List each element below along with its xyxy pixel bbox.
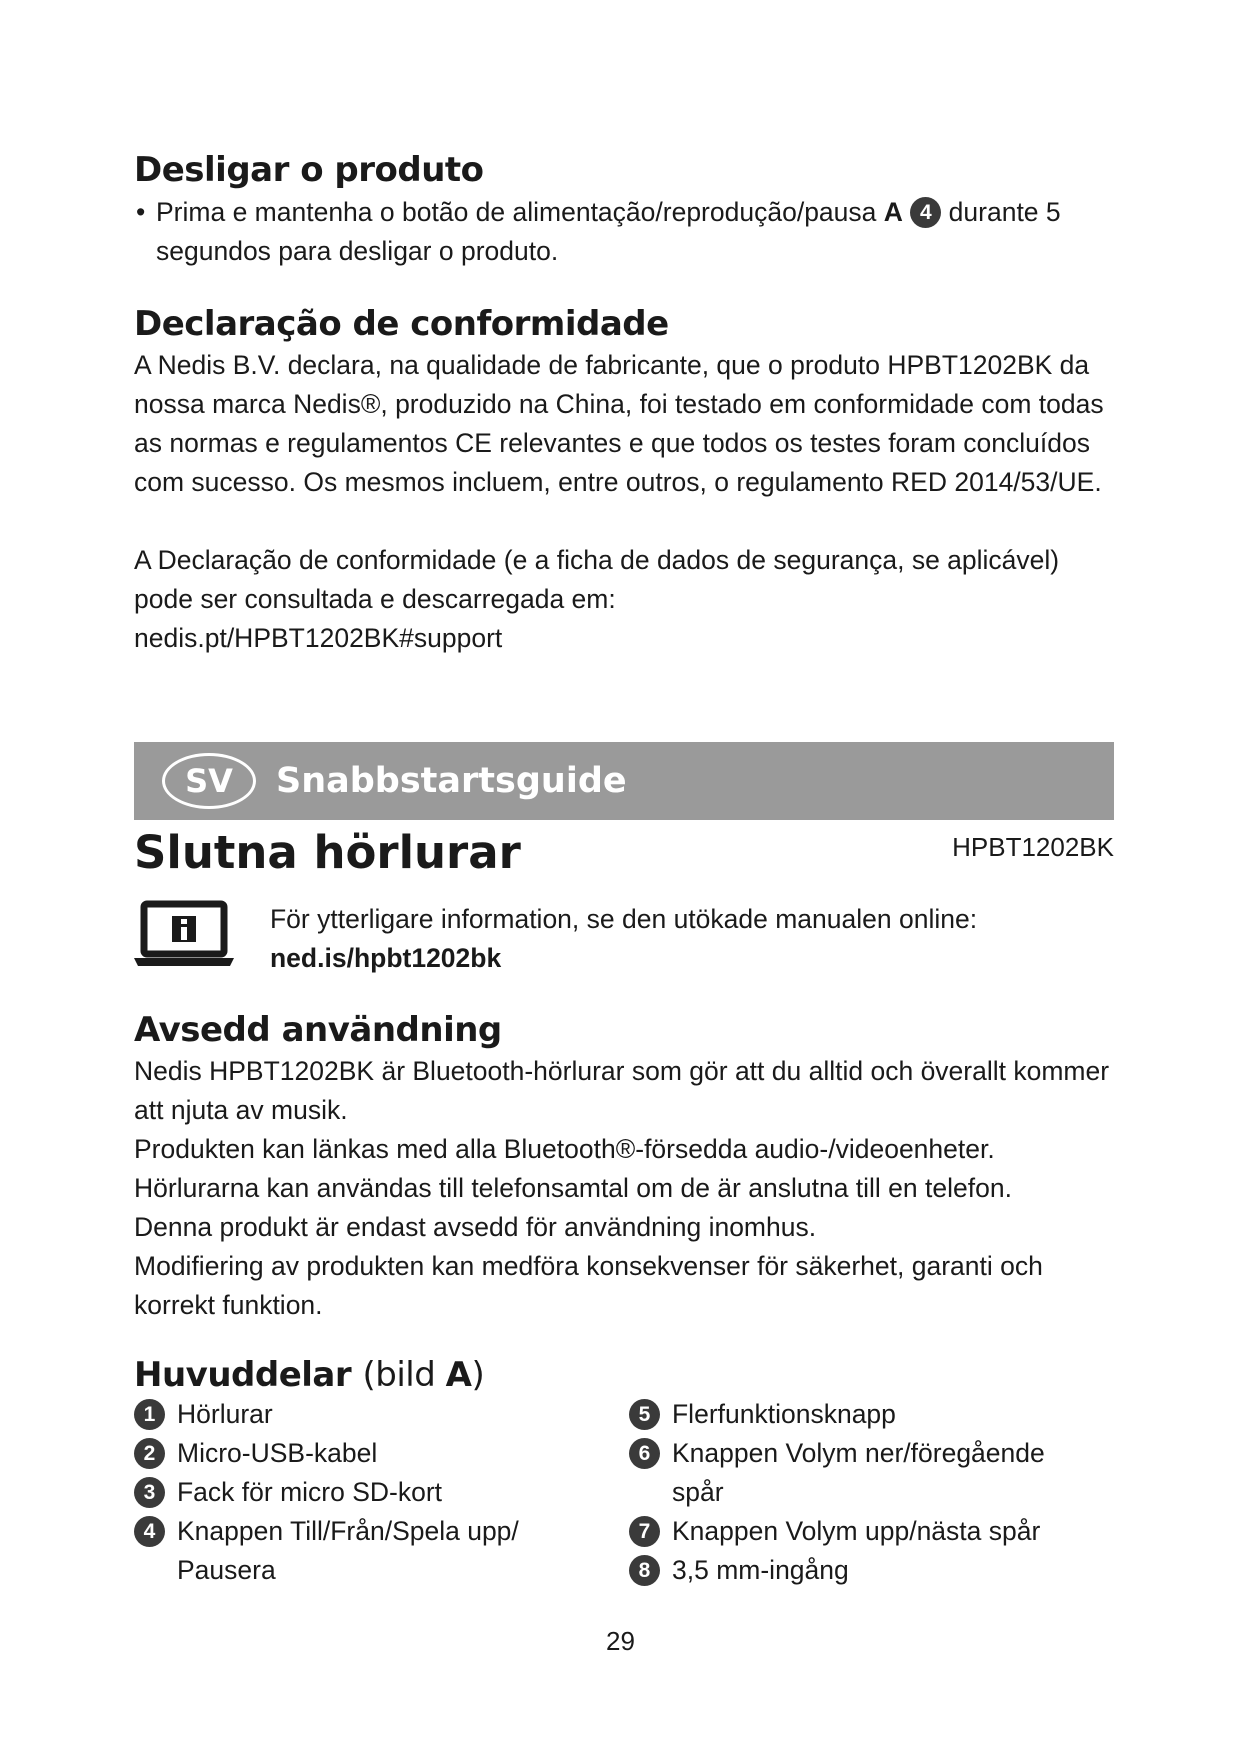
section-heading bbox=[134, 1355, 1114, 1395]
usage-line: Produkten kan länkas med alla Bluetooth®-försedda audio-/videoenheter. bbox=[134, 1134, 995, 1164]
part-item bbox=[134, 1395, 619, 1434]
number-badge: 2 bbox=[134, 1438, 165, 1469]
parts-heading-paren-open: (bild bbox=[362, 1355, 446, 1395]
number-badge: 1 bbox=[134, 1399, 165, 1430]
section-heading: Avsedd användning bbox=[134, 1010, 502, 1050]
bullet-text-post: durante 5 segundos para desligar o produto. bbox=[156, 197, 1061, 266]
number-badge: 6 bbox=[629, 1438, 660, 1469]
parts-column-right bbox=[629, 1395, 1114, 1590]
section-declaration bbox=[134, 304, 1114, 658]
part-item bbox=[629, 1512, 1114, 1551]
number-badge: 3 bbox=[134, 1477, 165, 1508]
number-badge: 8 bbox=[629, 1555, 660, 1586]
language-band bbox=[134, 742, 1114, 820]
laptop-info-icon bbox=[134, 900, 234, 970]
number-badge: 4 bbox=[134, 1516, 165, 1547]
support-url[interactable]: nedis.pt/HPBT1202BK#support bbox=[134, 623, 503, 653]
part-item bbox=[629, 1551, 1114, 1590]
part-label: Knappen Volym upp/nästa spår bbox=[672, 1516, 1041, 1546]
number-badge: 4 bbox=[910, 197, 941, 228]
declaration-paragraph-2: A Declaração de conformidade (e a ficha de dados de segurança, se aplicável) pode ser consultada e descarregada em: bbox=[134, 545, 1060, 614]
band-title: Snabbstartsguide bbox=[276, 761, 627, 801]
info-text-block bbox=[270, 900, 977, 978]
bullet-item bbox=[134, 193, 1114, 271]
parts-heading-paren-close: ) bbox=[471, 1355, 485, 1395]
section-turn-off bbox=[134, 150, 1114, 271]
section-intended-use bbox=[134, 1010, 1114, 1325]
section-heading: Desligar o produto bbox=[134, 150, 484, 190]
part-item bbox=[134, 1434, 619, 1473]
part-item bbox=[629, 1434, 1114, 1512]
product-title: Slutna hörlurar bbox=[134, 826, 521, 879]
figure-ref: A bbox=[445, 1355, 472, 1395]
part-item bbox=[134, 1473, 619, 1512]
part-label: 3,5 mm-ingång bbox=[672, 1555, 849, 1585]
part-label: Flerfunktionsknapp bbox=[672, 1399, 896, 1429]
part-label: Fack för micro SD-kort bbox=[177, 1477, 443, 1507]
bullet-text-pre: Prima e mantenha o botão de alimentação/reprodução/pausa bbox=[156, 197, 877, 227]
model-number: HPBT1202BK bbox=[952, 832, 1114, 862]
part-label: Knappen Till/Från/Spela upp/ Pausera bbox=[177, 1516, 519, 1585]
number-badge: 5 bbox=[629, 1399, 660, 1430]
usage-line: Modifiering av produkten kan medföra konsekvenser för säkerhet, garanti och korrekt funktion. bbox=[134, 1251, 1043, 1320]
parts-list bbox=[134, 1395, 1114, 1590]
number-badge: 7 bbox=[629, 1516, 660, 1547]
part-label: Knappen Volym ner/föregående spår bbox=[672, 1438, 1045, 1507]
section-main-parts bbox=[134, 1355, 1114, 1590]
figure-ref: A bbox=[883, 197, 903, 227]
declaration-paragraph: A Nedis B.V. declara, na qualidade de fabricante, que o produto HPBT1202BK da nossa marca Nedis®, produzido na China, foi testado em conformidade com todas as normas e regulamentos CE relevantes e que todos os testes foram concluídos com sucesso. Os mesmos incluem, entre outros, o regulamento RED 2014/53/UE. bbox=[134, 350, 1104, 497]
bullet-text bbox=[156, 193, 1114, 271]
info-text: För ytterligare information, se den utökade manualen online: bbox=[270, 904, 978, 934]
language-badge: SV bbox=[162, 753, 256, 809]
part-label: Hörlurar bbox=[177, 1399, 273, 1429]
parts-column-left bbox=[134, 1395, 619, 1590]
manual-url[interactable]: ned.is/hpbt1202bk bbox=[270, 943, 502, 973]
bullet-dot: • bbox=[136, 197, 146, 227]
usage-line: Nedis HPBT1202BK är Bluetooth-hörlurar som gör att du alltid och överallt kommer att njuta av musik. bbox=[134, 1056, 1110, 1125]
usage-line: Hörlurarna kan användas till telefonsamtal om de är anslutna till en telefon. bbox=[134, 1173, 1012, 1203]
parts-heading: Huvuddelar bbox=[134, 1355, 352, 1395]
parts-heading-paren bbox=[362, 1355, 484, 1395]
section-heading: Declaração de conformidade bbox=[134, 304, 669, 344]
usage-line: Denna produkt är endast avsedd för användning inomhus. bbox=[134, 1212, 817, 1242]
online-info bbox=[134, 900, 1114, 978]
part-label: Micro-USB-kabel bbox=[177, 1438, 378, 1468]
page-number: 29 bbox=[606, 1626, 635, 1656]
part-item bbox=[134, 1512, 619, 1590]
part-item bbox=[629, 1395, 1114, 1434]
